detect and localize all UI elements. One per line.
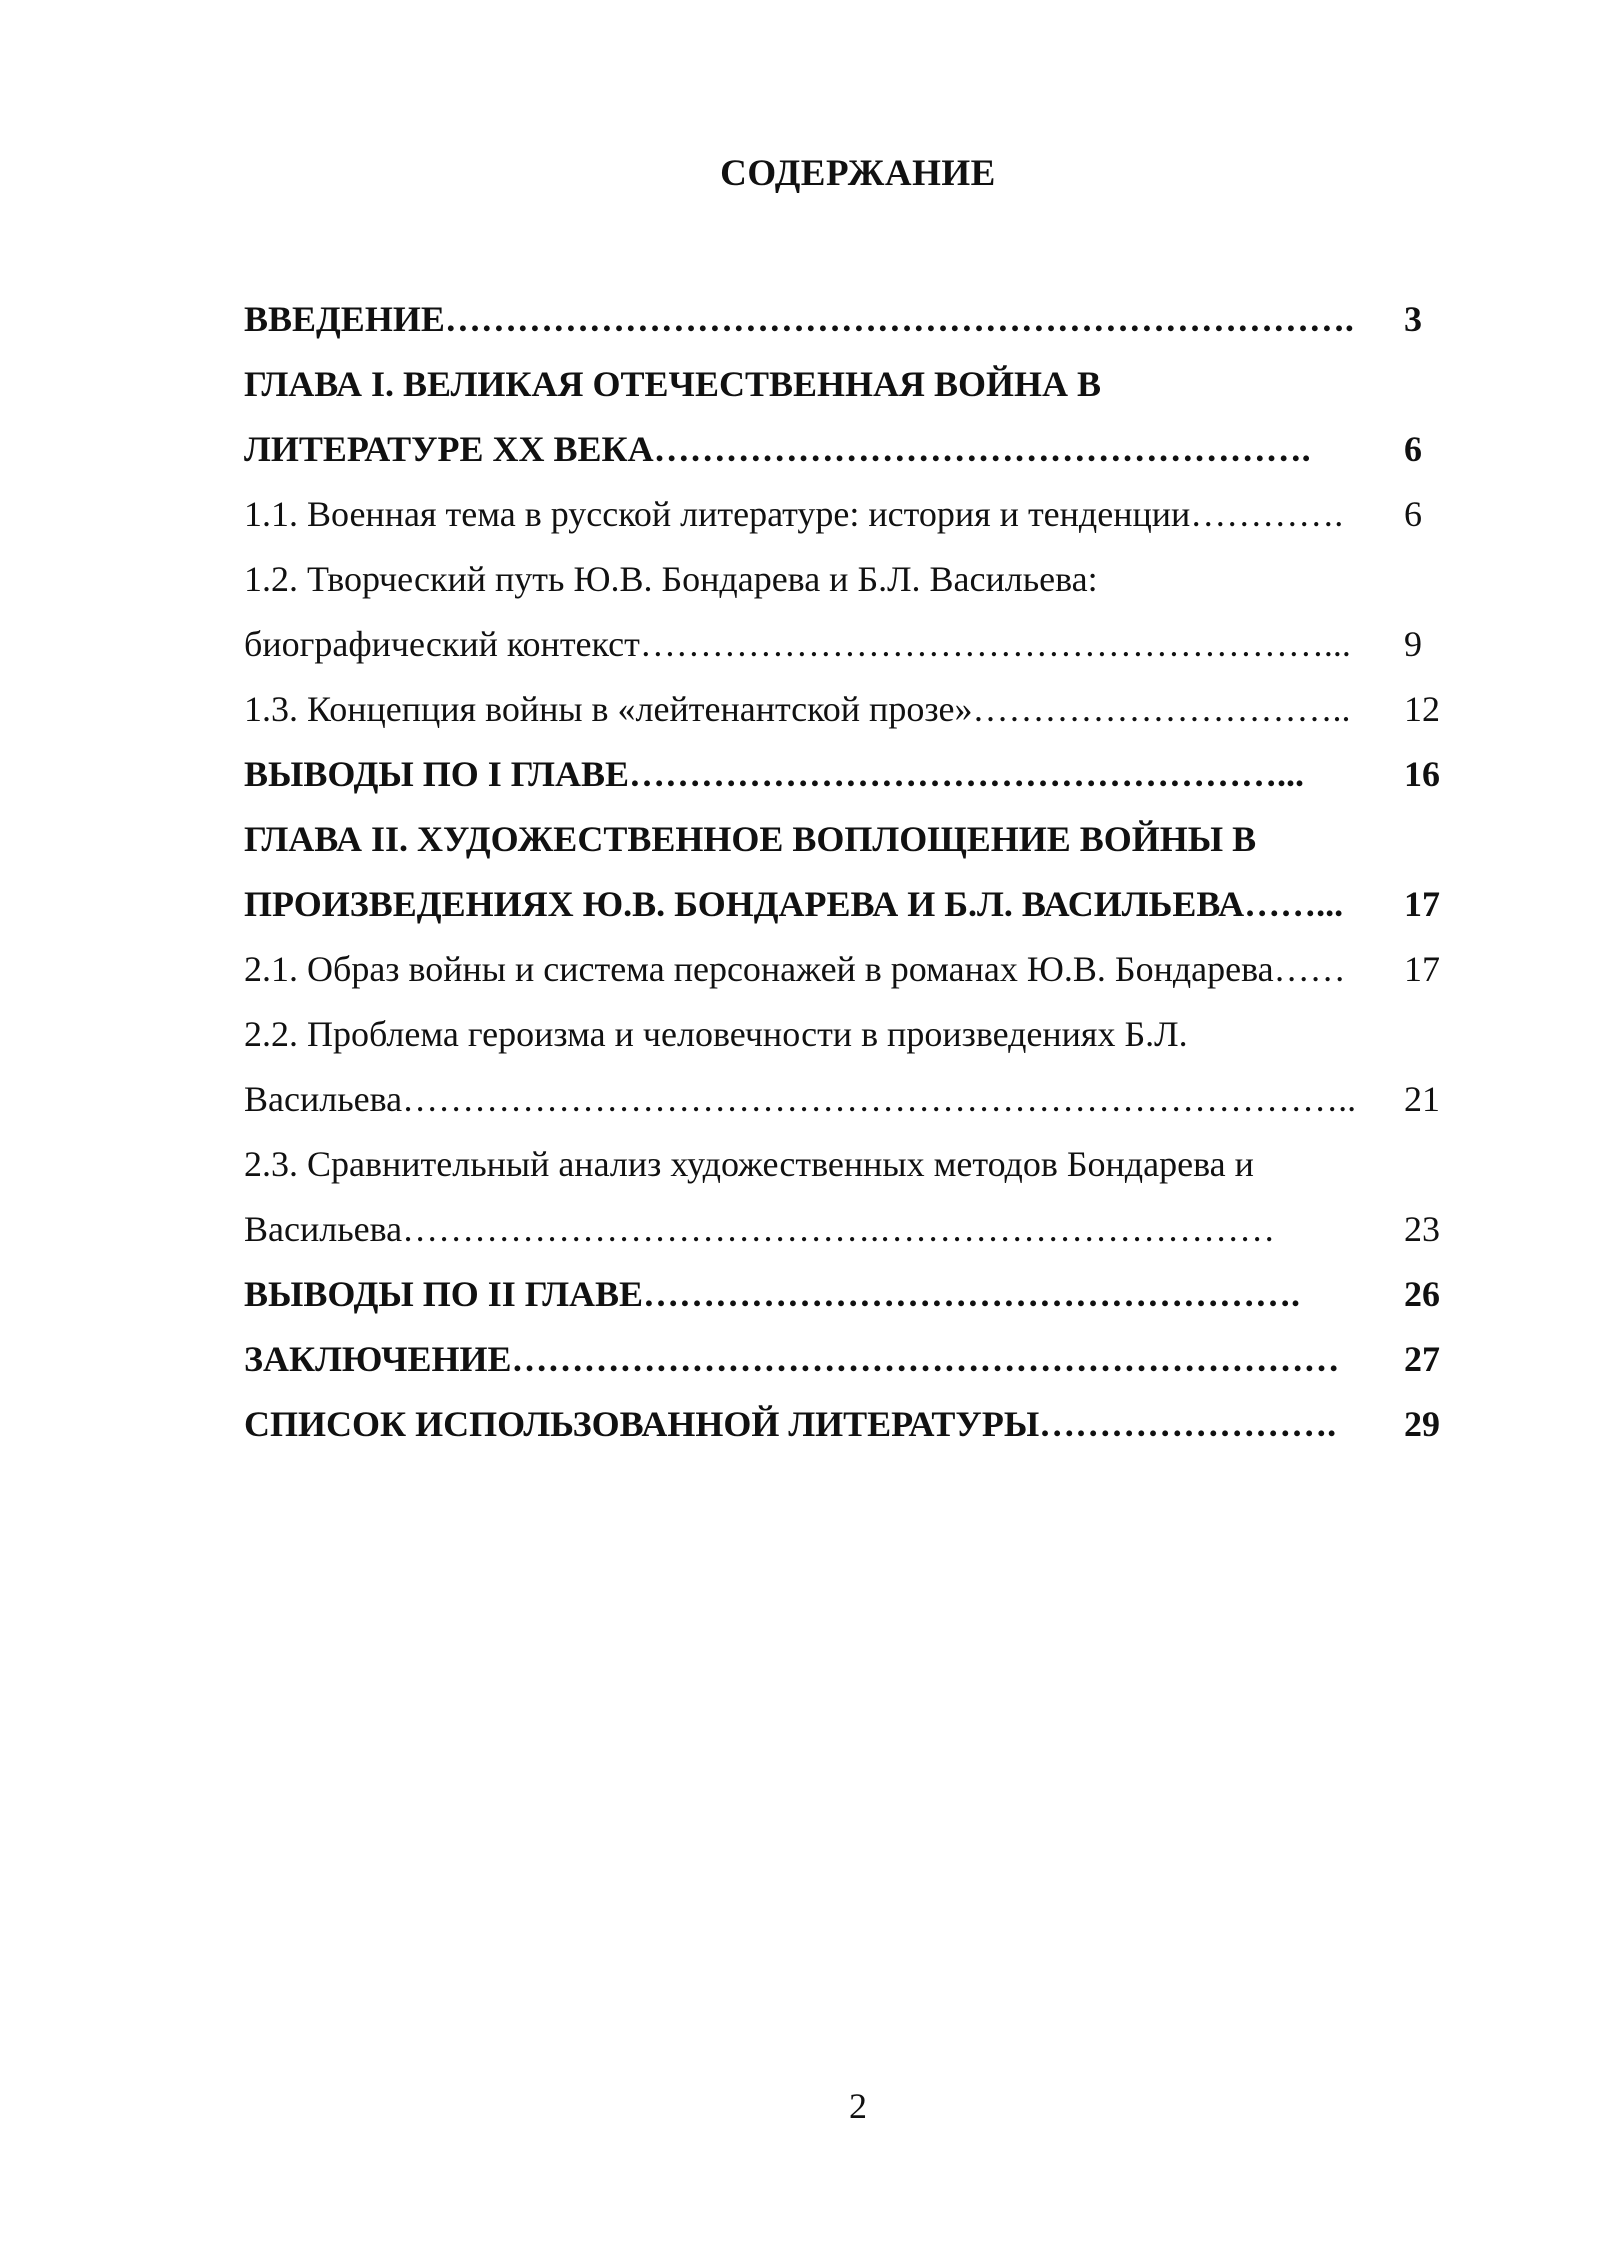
toc-entry-page: 9 [1404, 623, 1422, 664]
toc-entry[interactable] [244, 1001, 1474, 1066]
toc-entry-text: ЗАКЛЮЧЕНИЕ…………………………………………………………… [244, 1338, 1340, 1379]
toc-entry[interactable] [244, 1196, 1474, 1261]
toc-entry-text: 1.2. Творческий путь Ю.В. Бондарева и Б.Л. Васильева: [244, 558, 1098, 599]
toc-entry-text: ВВЕДЕНИЕ…………………………………………………………………. [244, 298, 1354, 339]
toc-entry[interactable] [244, 1326, 1474, 1391]
toc-entry[interactable] [244, 546, 1474, 611]
toc-entry-text: ЛИТЕРАТУРЕ XX ВЕКА………………………………………………. [244, 428, 1311, 469]
toc-entry-text: ГЛАВА II. ХУДОЖЕСТВЕННОЕ ВОПЛОЩЕНИЕ ВОЙНЫ В [244, 818, 1257, 859]
toc-entry[interactable] [244, 741, 1474, 806]
toc-entry-page: 3 [1404, 298, 1422, 339]
toc-entry[interactable] [244, 676, 1474, 741]
toc-entry[interactable] [244, 1131, 1474, 1196]
toc-entry-page: 21 [1404, 1078, 1440, 1119]
toc-entry[interactable] [244, 1391, 1474, 1456]
toc-entry-text: Васильева………………………………….…………………………… [244, 1208, 1276, 1249]
toc-entry-text: биографический контекст…………………………………………………... [244, 623, 1351, 664]
toc-entry[interactable] [244, 611, 1474, 676]
toc-entry-page: 27 [1404, 1338, 1440, 1379]
toc-entry-page: 12 [1404, 688, 1440, 729]
toc-entry[interactable] [244, 936, 1474, 1001]
toc-entry-text: 1.1. Военная тема в русской литературе: история и тенденции…………. [244, 493, 1344, 534]
toc-entry-text: ГЛАВА I. ВЕЛИКАЯ ОТЕЧЕСТВЕННАЯ ВОЙНА В [244, 363, 1102, 404]
toc-entry-page: 17 [1404, 883, 1440, 924]
toc-entry-text: 2.1. Образ войны и система персонажей в романах Ю.В. Бондарева…… [244, 948, 1346, 989]
toc-entry-page: 17 [1404, 948, 1440, 989]
page-number: 2 [849, 2086, 867, 2126]
toc-entry-page: 29 [1404, 1403, 1440, 1444]
page-title: СОДЕРЖАНИЕ [720, 153, 996, 194]
toc-entry[interactable] [244, 1261, 1474, 1326]
toc-entry-text: СПИСОК ИСПОЛЬЗОВАННОЙ ЛИТЕРАТУРЫ……………………. [244, 1403, 1337, 1444]
toc-entry-page: 26 [1404, 1273, 1440, 1314]
toc-entry-text: ПРОИЗВЕДЕНИЯХ Ю.В. БОНДАРЕВА И Б.Л. ВАСИЛЬЕВА……... [244, 883, 1344, 924]
toc-entry[interactable] [244, 871, 1474, 936]
toc-entry-text: Васильева…………………………………………………………………….. [244, 1078, 1357, 1119]
toc-entry-text: ВЫВОДЫ ПО I ГЛАВЕ………………………………………………... [244, 753, 1305, 794]
toc-entry[interactable] [244, 806, 1474, 871]
toc-entry-page: 16 [1404, 753, 1440, 794]
toc-entry[interactable] [244, 351, 1474, 416]
toc-entry[interactable] [244, 481, 1474, 546]
toc-entry[interactable] [244, 286, 1474, 351]
toc-entry-page: 6 [1404, 428, 1422, 469]
toc-entry-text: 2.2. Проблема героизма и человечности в произведениях Б.Л. [244, 1013, 1188, 1054]
toc-entry-page: 6 [1404, 493, 1422, 534]
toc-entry-text: 1.3. Концепция войны в «лейтенантской прозе»………………………….. [244, 688, 1351, 729]
toc-entry-page: 23 [1404, 1208, 1440, 1249]
toc-entry[interactable] [244, 416, 1474, 481]
table-of-contents [244, 286, 1474, 1456]
toc-entry[interactable] [244, 1066, 1474, 1131]
toc-entry-text: 2.3. Сравнительный анализ художественных методов Бондарева и [244, 1143, 1254, 1184]
toc-entry-text: ВЫВОДЫ ПО II ГЛАВЕ………………………………………………. [244, 1273, 1301, 1314]
